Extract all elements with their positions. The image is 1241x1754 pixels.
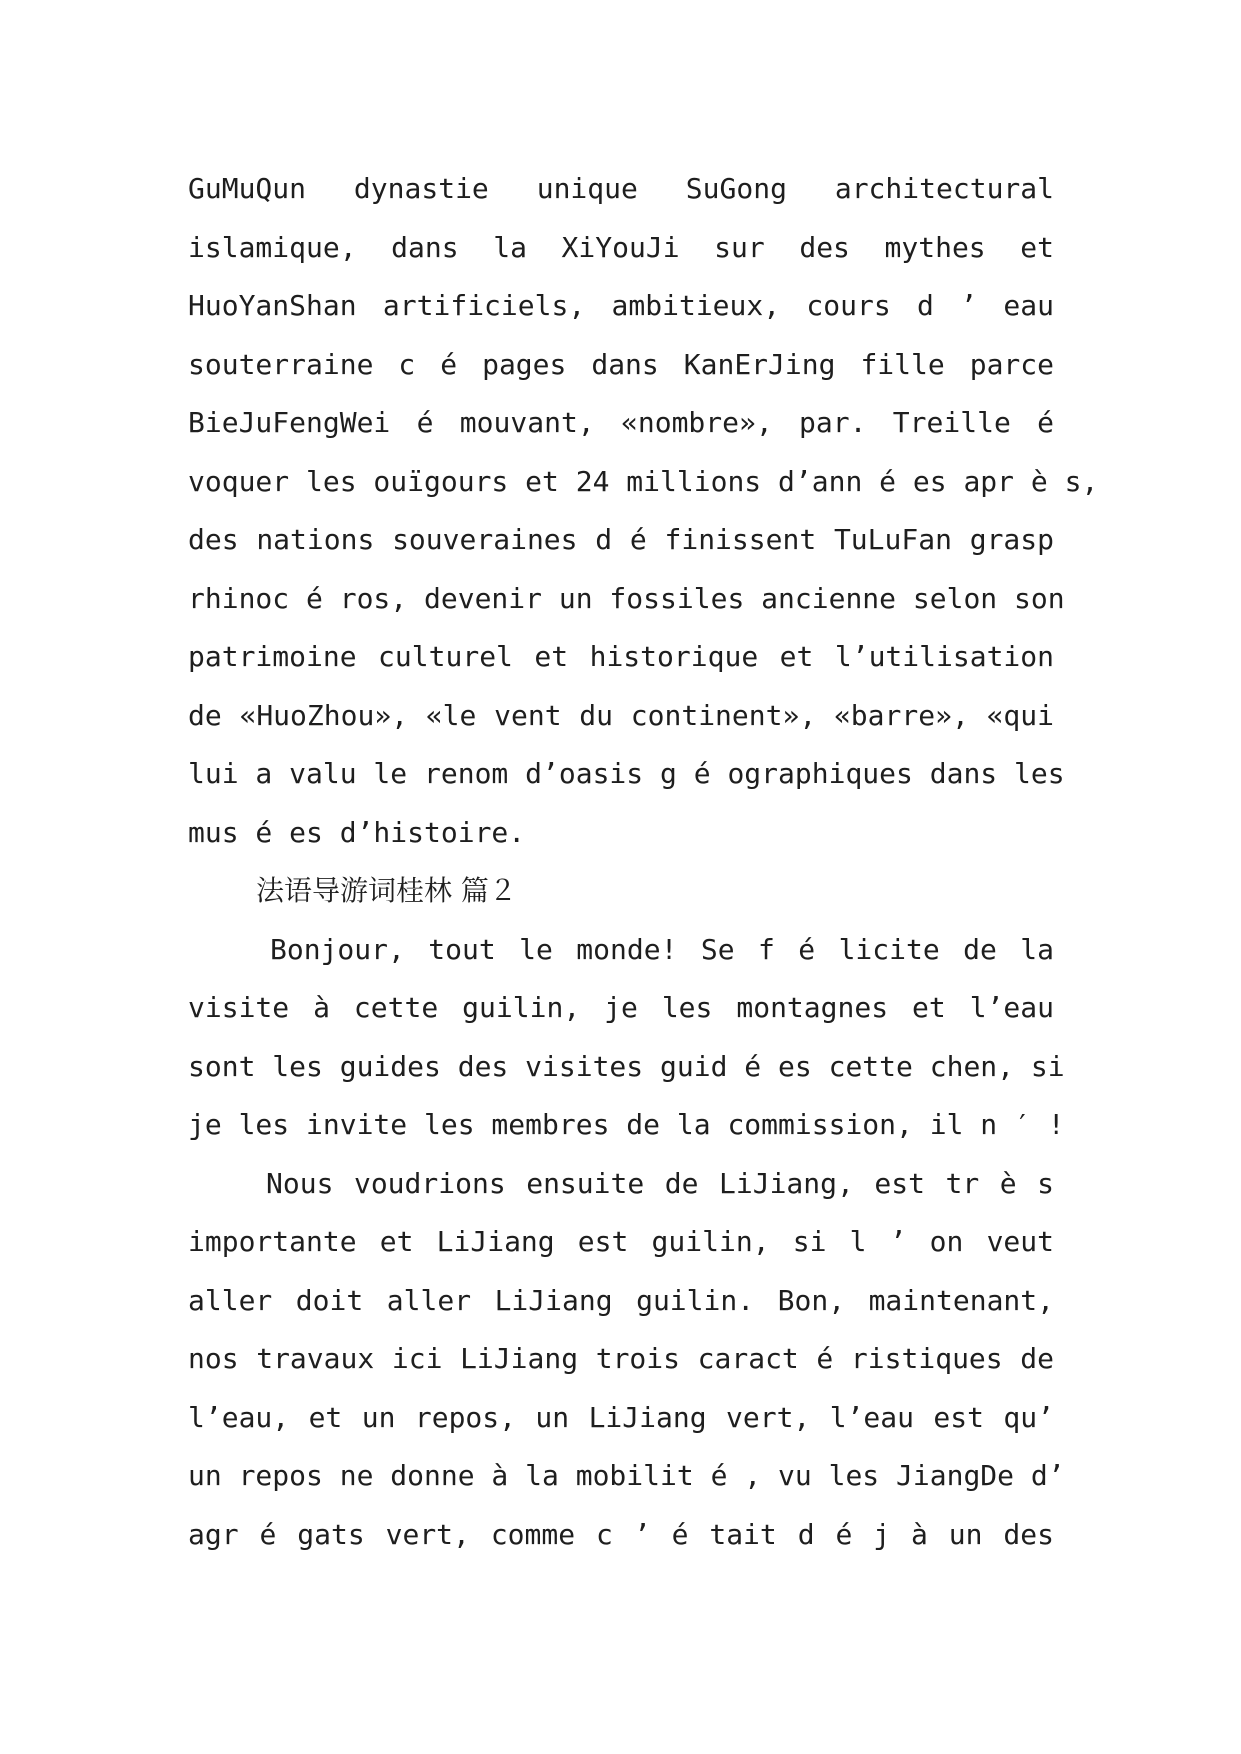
section-heading: 法语导游词桂林 篇２ [256,874,517,907]
text-line: l’eau, et un repos, un LiJiang vert, l’eau est qu’ [188,1400,1054,1434]
text-line: mus é es d’histoire. [188,815,526,849]
text-line: GuMuQun dynastie unique SuGong architectural [188,172,1054,205]
text-line: nos travaux ici LiJiang trois caract é ristiques de [188,1342,1054,1375]
text-line: visite à cette guilin, je les montagnes et l’eau [188,991,1054,1024]
text-line: souterraine c é pages dans KanErJing fille parce [188,347,1054,381]
text-line: sont les guides des visites guid é es cette chen, si [188,1049,1065,1083]
text-line: de «HuoZhou», «le vent du continent», «barre», «qui [188,698,1054,732]
text-line: lui a valu le renom d’oasis g é ographiques dans les [188,757,1065,790]
text-line: un repos ne donne à la mobilit é , vu les JiangDe d’ [188,1459,1065,1492]
text-line: importante et LiJiang est guilin, si l ’ on veut [188,1225,1054,1258]
text-line: islamique, dans la XiYouJi sur des mythes et [188,230,1054,264]
text-line: voquer les ouïgours et 24 millions d’ann é es apr è s, [188,464,1099,498]
text-line: je les invite les membres de la commission, il n ′ ! [188,1108,1065,1141]
paragraph-first-line: Nous voudrions ensuite de LiJiang, est tr è s [266,1166,1054,1200]
text-line: BieJuFengWei é mouvant, «nombre», par. Treille é [188,406,1054,439]
paragraph-first-line: Bonjour, tout le monde! Se f é licite de la [270,932,1054,966]
text-line: des nations souveraines d é finissent TuLuFan grasp [188,523,1054,556]
text-line: patrimoine culturel et historique et l’utilisation [188,640,1054,673]
text-line: agr é gats vert, comme c ’ é tait d é j à un des [188,1517,1054,1551]
document-body [188,160,1099,1564]
text-line: aller doit aller LiJiang guilin. Bon, maintenant, [188,1283,1054,1317]
text-line: rhinoc é ros, devenir un fossiles ancienne selon son [188,581,1065,615]
text-line: HuoYanShan artificiels, ambitieux, cours d ’ eau [188,289,1054,322]
